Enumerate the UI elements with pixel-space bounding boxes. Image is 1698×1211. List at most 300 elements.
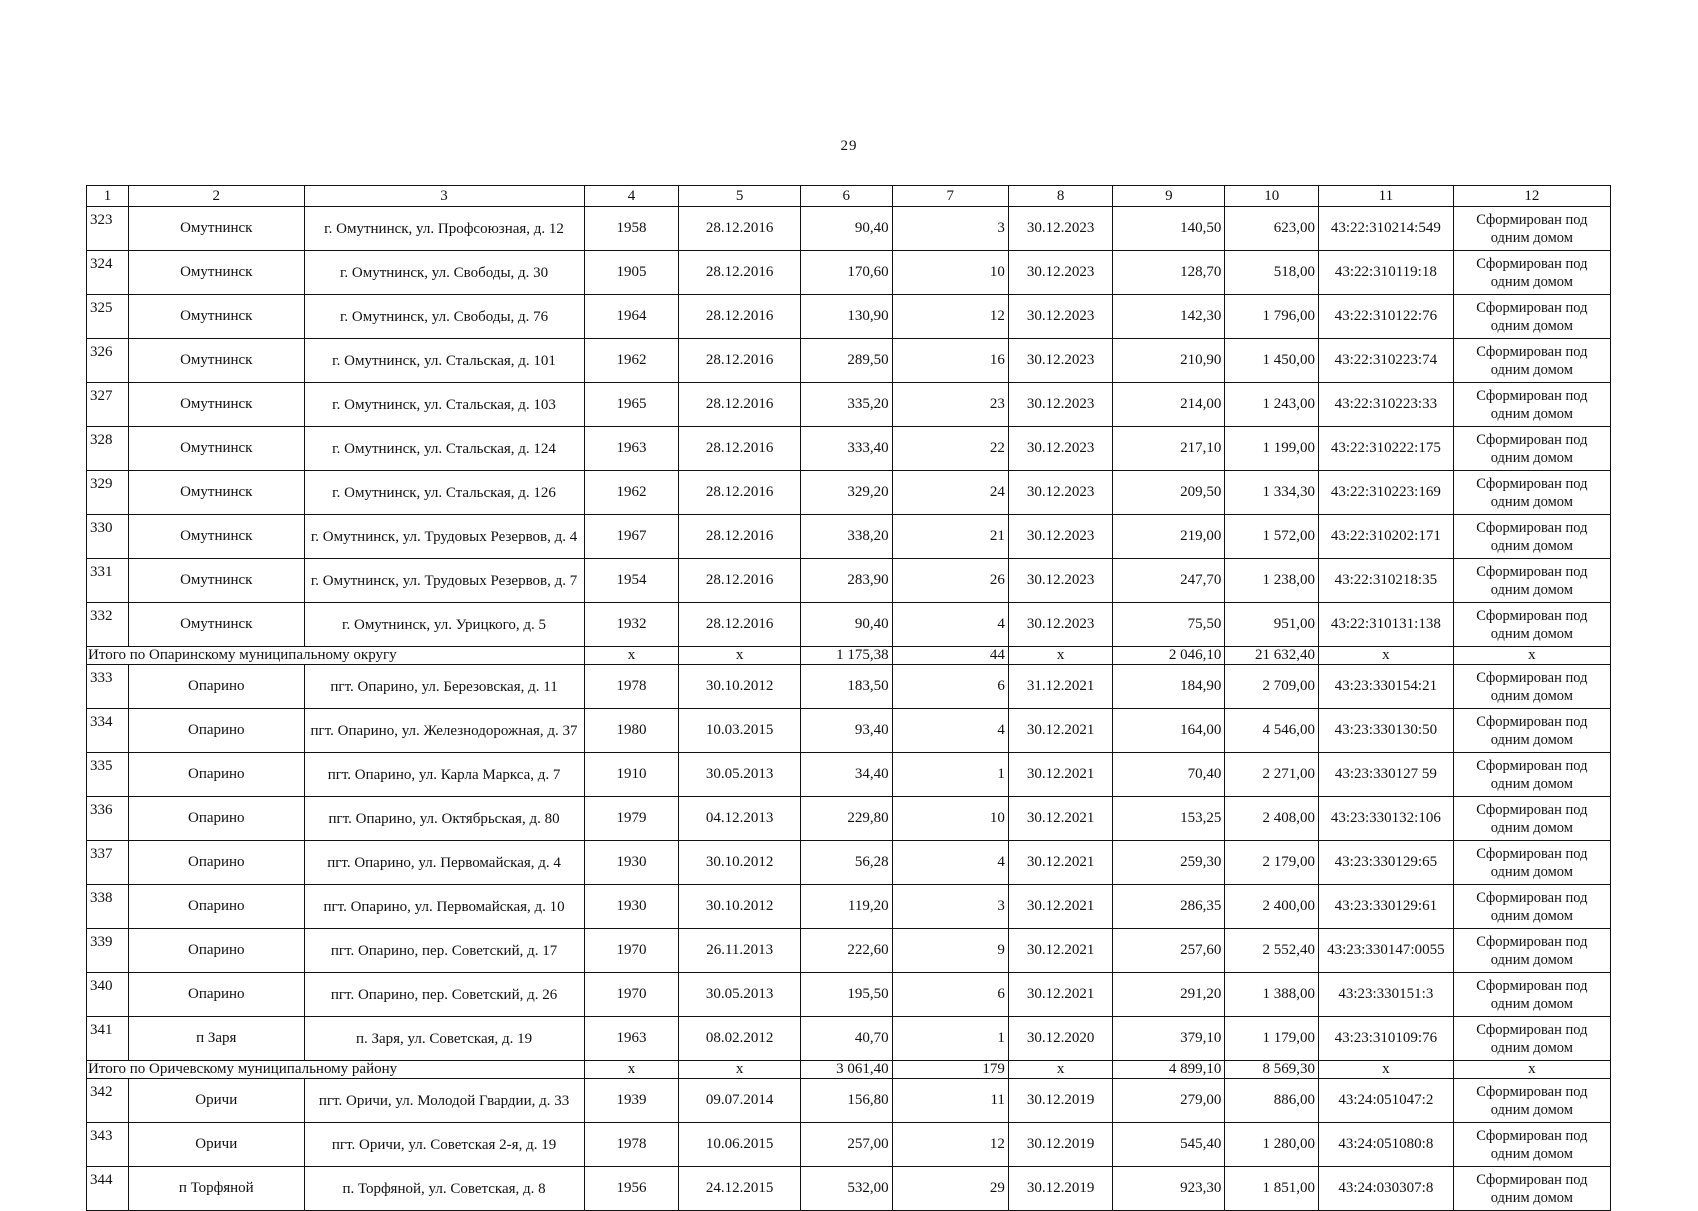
table-cell: 93,40 xyxy=(801,709,893,753)
table-cell: Оричи xyxy=(129,1079,305,1123)
table-cell: Омутнинск xyxy=(129,383,305,427)
table-cell: 43:22:310218:35 xyxy=(1319,559,1454,603)
table-cell: г. Омутнинск, ул. Стальская, д. 101 xyxy=(304,339,584,383)
table-cell: Омутнинск xyxy=(129,559,305,603)
table-cell: 339 xyxy=(87,929,129,973)
table-row xyxy=(87,207,1611,251)
table-cell: Опарино xyxy=(129,973,305,1017)
table-cell: 229,80 xyxy=(801,797,893,841)
table-cell: 951,00 xyxy=(1225,603,1319,647)
subtotal-label: Итого по Оричевскому муниципальному району xyxy=(87,1061,585,1079)
table-cell: г. Омутнинск, ул. Стальская, д. 103 xyxy=(304,383,584,427)
table-cell: 43:22:310119:18 xyxy=(1319,251,1454,295)
table-cell: 279,00 xyxy=(1113,1079,1225,1123)
table-cell: 30.12.2020 xyxy=(1008,1017,1112,1061)
table-cell: 342 xyxy=(87,1079,129,1123)
table-cell: 30.05.2013 xyxy=(679,973,801,1017)
table-cell: 379,10 xyxy=(1113,1017,1225,1061)
table-cell: 289,50 xyxy=(801,339,893,383)
table-cell: 9 xyxy=(892,929,1008,973)
table-cell: 28.12.2016 xyxy=(679,559,801,603)
table-cell: 140,50 xyxy=(1113,207,1225,251)
table-cell: Омутнинск xyxy=(129,471,305,515)
table-cell: 12 xyxy=(892,1123,1008,1167)
table-cell: пгт. Оричи, ул. Советская 2-я, д. 19 xyxy=(304,1123,584,1167)
subtotal-cell: x xyxy=(584,647,679,665)
table-cell: 30.12.2019 xyxy=(1008,1123,1112,1167)
table-cell: 518,00 xyxy=(1225,251,1319,295)
table-cell: Сформирован под одним домом xyxy=(1453,427,1610,471)
table-cell: 10 xyxy=(892,251,1008,295)
table-cell: 2 271,00 xyxy=(1225,753,1319,797)
table-cell: 2 179,00 xyxy=(1225,841,1319,885)
subtotal-cell: 2 046,10 xyxy=(1113,647,1225,665)
table-cell: 1978 xyxy=(584,1123,679,1167)
table-cell: 23 xyxy=(892,383,1008,427)
table-cell: 30.12.2023 xyxy=(1008,207,1112,251)
table-cell: 209,50 xyxy=(1113,471,1225,515)
table-cell: 1 572,00 xyxy=(1225,515,1319,559)
table-row xyxy=(87,471,1611,515)
table-cell: пгт. Оричи, ул. Молодой Гвардии, д. 33 xyxy=(304,1079,584,1123)
table-cell: 90,40 xyxy=(801,207,893,251)
subtotal-cell: x xyxy=(1453,1061,1610,1079)
table-cell: 1 xyxy=(892,1017,1008,1061)
table-cell: 1 851,00 xyxy=(1225,1167,1319,1211)
table-cell: пгт. Опарино, ул. Железнодорожная, д. 37 xyxy=(304,709,584,753)
table-cell: 43:22:310131:138 xyxy=(1319,603,1454,647)
table-cell: 257,00 xyxy=(801,1123,893,1167)
table-cell: г. Омутнинск, ул. Свободы, д. 76 xyxy=(304,295,584,339)
table-cell: 1 334,30 xyxy=(1225,471,1319,515)
table-cell: 90,40 xyxy=(801,603,893,647)
table-cell: 4 546,00 xyxy=(1225,709,1319,753)
table-cell: 341 xyxy=(87,1017,129,1061)
column-number-header: 6 xyxy=(801,186,893,207)
table-cell: 1954 xyxy=(584,559,679,603)
table-cell: пгт. Опарино, пер. Советский, д. 17 xyxy=(304,929,584,973)
table-cell: Сформирован под одним домом xyxy=(1453,207,1610,251)
table-cell: 333 xyxy=(87,665,129,709)
table-cell: 10 xyxy=(892,797,1008,841)
table-cell: 30.12.2021 xyxy=(1008,709,1112,753)
table-cell: 30.12.2023 xyxy=(1008,427,1112,471)
table-cell: 6 xyxy=(892,665,1008,709)
table-cell: Сформирован под одним домом xyxy=(1453,753,1610,797)
table-row xyxy=(87,929,1611,973)
table-cell: 623,00 xyxy=(1225,207,1319,251)
table-cell: г. Омутнинск, ул. Стальская, д. 126 xyxy=(304,471,584,515)
table-cell: Сформирован под одним домом xyxy=(1453,1167,1610,1211)
subtotal-row xyxy=(87,647,1611,665)
table-cell: 3 xyxy=(892,885,1008,929)
table-cell: 30.12.2019 xyxy=(1008,1079,1112,1123)
table-row xyxy=(87,427,1611,471)
table-cell: Сформирован под одним домом xyxy=(1453,603,1610,647)
table-row xyxy=(87,251,1611,295)
column-number-header: 9 xyxy=(1113,186,1225,207)
table-cell: Сформирован под одним домом xyxy=(1453,471,1610,515)
table-cell: 30.12.2023 xyxy=(1008,603,1112,647)
subtotal-cell: x xyxy=(584,1061,679,1079)
column-number-header: 3 xyxy=(304,186,584,207)
table-cell: 43:23:330127 59 xyxy=(1319,753,1454,797)
table-cell: 1 280,00 xyxy=(1225,1123,1319,1167)
table-cell: 21 xyxy=(892,515,1008,559)
table-cell: Сформирован под одним домом xyxy=(1453,339,1610,383)
table-cell: 30.12.2023 xyxy=(1008,251,1112,295)
table-cell: 130,90 xyxy=(801,295,893,339)
table-cell: 30.05.2013 xyxy=(679,753,801,797)
table-cell: 222,60 xyxy=(801,929,893,973)
table-cell: 43:23:330132:106 xyxy=(1319,797,1454,841)
subtotal-label: Итого по Опаринскому муниципальному округу xyxy=(87,647,585,665)
table-cell: 335,20 xyxy=(801,383,893,427)
table-cell: 43:22:310223:169 xyxy=(1319,471,1454,515)
table-cell: 30.10.2012 xyxy=(679,841,801,885)
table-cell: 28.12.2016 xyxy=(679,603,801,647)
table-cell: 329 xyxy=(87,471,129,515)
table-cell: Сформирован под одним домом xyxy=(1453,515,1610,559)
table-cell: 30.12.2023 xyxy=(1008,559,1112,603)
table-cell: г. Омутнинск, ул. Урицкого, д. 5 xyxy=(304,603,584,647)
table-row xyxy=(87,1017,1611,1061)
subtotal-cell: x xyxy=(679,1061,801,1079)
column-number-header: 12 xyxy=(1453,186,1610,207)
table-cell: 1939 xyxy=(584,1079,679,1123)
table-cell: пгт. Опарино, ул. Карла Маркса, д. 7 xyxy=(304,753,584,797)
subtotal-cell: x xyxy=(679,647,801,665)
table-cell: 335 xyxy=(87,753,129,797)
table-row xyxy=(87,1123,1611,1167)
table-cell: 28.12.2016 xyxy=(679,295,801,339)
table-row xyxy=(87,709,1611,753)
table-cell: 43:23:330147:0055 xyxy=(1319,929,1454,973)
table-cell: Опарино xyxy=(129,709,305,753)
subtotal-cell: x xyxy=(1008,1061,1112,1079)
table-cell: 1 388,00 xyxy=(1225,973,1319,1017)
table-cell: Опарино xyxy=(129,929,305,973)
table-cell: 1905 xyxy=(584,251,679,295)
table-cell: Омутнинск xyxy=(129,339,305,383)
table-cell: 43:24:051047:2 xyxy=(1319,1079,1454,1123)
table-cell: 1967 xyxy=(584,515,679,559)
table-cell: 334 xyxy=(87,709,129,753)
table-cell: 1 xyxy=(892,753,1008,797)
table-cell: 26.11.2013 xyxy=(679,929,801,973)
table-cell: 195,50 xyxy=(801,973,893,1017)
table-row xyxy=(87,973,1611,1017)
table-cell: 30.12.2021 xyxy=(1008,973,1112,1017)
table-cell: 43:22:310214:549 xyxy=(1319,207,1454,251)
table-cell: 30.12.2021 xyxy=(1008,929,1112,973)
table-cell: 332 xyxy=(87,603,129,647)
table-body xyxy=(87,186,1611,1211)
table-cell: 326 xyxy=(87,339,129,383)
table-row xyxy=(87,515,1611,559)
table-cell: 2 400,00 xyxy=(1225,885,1319,929)
table-cell: п Заря xyxy=(129,1017,305,1061)
table-cell: 247,70 xyxy=(1113,559,1225,603)
table-row xyxy=(87,665,1611,709)
table-cell: пгт. Опарино, ул. Первомайская, д. 4 xyxy=(304,841,584,885)
table-cell: п. Заря, ул. Советская, д. 19 xyxy=(304,1017,584,1061)
table-cell: 1979 xyxy=(584,797,679,841)
table-row xyxy=(87,383,1611,427)
table-cell: 31.12.2021 xyxy=(1008,665,1112,709)
table-cell: 1962 xyxy=(584,339,679,383)
table-cell: 1932 xyxy=(584,603,679,647)
table-cell: г. Омутнинск, ул. Свободы, д. 30 xyxy=(304,251,584,295)
table-cell: 1963 xyxy=(584,427,679,471)
table-cell: Омутнинск xyxy=(129,251,305,295)
table-cell: Оричи xyxy=(129,1123,305,1167)
column-number-header-row xyxy=(87,186,1611,207)
table-cell: 1970 xyxy=(584,929,679,973)
table-cell: 28.12.2016 xyxy=(679,207,801,251)
table-cell: Сформирован под одним домом xyxy=(1453,1017,1610,1061)
table-cell: 22 xyxy=(892,427,1008,471)
table-cell: 286,35 xyxy=(1113,885,1225,929)
table-cell: г. Омутнинск, ул. Профсоюзная, д. 12 xyxy=(304,207,584,251)
subtotal-cell: 8 569,30 xyxy=(1225,1061,1319,1079)
table-cell: 217,10 xyxy=(1113,427,1225,471)
table-cell: 30.10.2012 xyxy=(679,665,801,709)
table-cell: 30.12.2019 xyxy=(1008,1167,1112,1211)
table-row xyxy=(87,1167,1611,1211)
table-cell: 34,40 xyxy=(801,753,893,797)
table-cell: 24.12.2015 xyxy=(679,1167,801,1211)
table-cell: 16 xyxy=(892,339,1008,383)
table-cell: 4 xyxy=(892,841,1008,885)
table-cell: 1978 xyxy=(584,665,679,709)
subtotal-row xyxy=(87,1061,1611,1079)
table-cell: 28.12.2016 xyxy=(679,339,801,383)
table-cell: пгт. Опарино, пер. Советский, д. 26 xyxy=(304,973,584,1017)
column-number-header: 4 xyxy=(584,186,679,207)
table-cell: Сформирован под одним домом xyxy=(1453,885,1610,929)
table-cell: 119,20 xyxy=(801,885,893,929)
table-cell: 184,90 xyxy=(1113,665,1225,709)
table-cell: 331 xyxy=(87,559,129,603)
table-cell: 1970 xyxy=(584,973,679,1017)
table-cell: 545,40 xyxy=(1113,1123,1225,1167)
column-number-header: 10 xyxy=(1225,186,1319,207)
table-cell: Сформирован под одним домом xyxy=(1453,797,1610,841)
table-cell: Опарино xyxy=(129,797,305,841)
table-cell: 1930 xyxy=(584,841,679,885)
table-cell: Сформирован под одним домом xyxy=(1453,929,1610,973)
table-cell: 30.10.2012 xyxy=(679,885,801,929)
table-cell: 6 xyxy=(892,973,1008,1017)
table-cell: 43:23:330130:50 xyxy=(1319,709,1454,753)
table-cell: 1930 xyxy=(584,885,679,929)
table-cell: Опарино xyxy=(129,753,305,797)
housing-registry-table xyxy=(86,185,1611,1211)
table-cell: 1980 xyxy=(584,709,679,753)
table-cell: 30.12.2023 xyxy=(1008,471,1112,515)
table-row xyxy=(87,797,1611,841)
table-cell: 1 243,00 xyxy=(1225,383,1319,427)
table-cell: 30.12.2023 xyxy=(1008,339,1112,383)
table-cell: Сформирован под одним домом xyxy=(1453,251,1610,295)
table-cell: Сформирован под одним домом xyxy=(1453,1079,1610,1123)
table-cell: 336 xyxy=(87,797,129,841)
table-cell: 329,20 xyxy=(801,471,893,515)
table-cell: 330 xyxy=(87,515,129,559)
table-cell: 28.12.2016 xyxy=(679,471,801,515)
subtotal-cell: x xyxy=(1319,1061,1454,1079)
table-cell: 327 xyxy=(87,383,129,427)
table-cell: 886,00 xyxy=(1225,1079,1319,1123)
table-cell: 324 xyxy=(87,251,129,295)
table-cell: 142,30 xyxy=(1113,295,1225,339)
table-cell: 43:22:310202:171 xyxy=(1319,515,1454,559)
table-cell: 43:22:310222:175 xyxy=(1319,427,1454,471)
table-cell: 4 xyxy=(892,709,1008,753)
table-cell: 1 796,00 xyxy=(1225,295,1319,339)
table-cell: 43:23:310109:76 xyxy=(1319,1017,1454,1061)
table-cell: 12 xyxy=(892,295,1008,339)
table-cell: 26 xyxy=(892,559,1008,603)
table-cell: 340 xyxy=(87,973,129,1017)
table-cell: 30.12.2021 xyxy=(1008,841,1112,885)
table-cell: г. Омутнинск, ул. Стальская, д. 124 xyxy=(304,427,584,471)
table-row xyxy=(87,603,1611,647)
table-row xyxy=(87,885,1611,929)
table-cell: 70,40 xyxy=(1113,753,1225,797)
table-cell: 40,70 xyxy=(801,1017,893,1061)
table-cell: 325 xyxy=(87,295,129,339)
table-cell: 43:22:310223:74 xyxy=(1319,339,1454,383)
table-cell: 923,30 xyxy=(1113,1167,1225,1211)
table-cell: 43:22:310223:33 xyxy=(1319,383,1454,427)
column-number-header: 1 xyxy=(87,186,129,207)
table-cell: пгт. Опарино, ул. Первомайская, д. 10 xyxy=(304,885,584,929)
table-cell: 43:24:030307:8 xyxy=(1319,1167,1454,1211)
table-cell: 2 408,00 xyxy=(1225,797,1319,841)
table-cell: 532,00 xyxy=(801,1167,893,1211)
table-cell: 333,40 xyxy=(801,427,893,471)
table-cell: 28.12.2016 xyxy=(679,383,801,427)
table-row xyxy=(87,841,1611,885)
table-cell: Сформирован под одним домом xyxy=(1453,1123,1610,1167)
table-cell: 43:23:330151:3 xyxy=(1319,973,1454,1017)
table-cell: Сформирован под одним домом xyxy=(1453,383,1610,427)
column-number-header: 7 xyxy=(892,186,1008,207)
table-cell: Омутнинск xyxy=(129,295,305,339)
table-cell: 1 199,00 xyxy=(1225,427,1319,471)
column-number-header: 11 xyxy=(1319,186,1454,207)
table-cell: 1910 xyxy=(584,753,679,797)
table-cell: 1965 xyxy=(584,383,679,427)
table-cell: 3 xyxy=(892,207,1008,251)
table-cell: пгт. Опарино, ул. Березовская, д. 11 xyxy=(304,665,584,709)
table-row xyxy=(87,295,1611,339)
table-cell: п Торфяной xyxy=(129,1167,305,1211)
subtotal-cell: 4 899,10 xyxy=(1113,1061,1225,1079)
table-cell: 1 179,00 xyxy=(1225,1017,1319,1061)
table-cell: 283,90 xyxy=(801,559,893,603)
table-cell: 04.12.2013 xyxy=(679,797,801,841)
table-cell: 128,70 xyxy=(1113,251,1225,295)
table-cell: 30.12.2021 xyxy=(1008,797,1112,841)
subtotal-cell: 21 632,40 xyxy=(1225,647,1319,665)
table-cell: Омутнинск xyxy=(129,603,305,647)
table-cell: 30.12.2023 xyxy=(1008,383,1112,427)
table-cell: 338,20 xyxy=(801,515,893,559)
table-row xyxy=(87,1079,1611,1123)
table-cell: 343 xyxy=(87,1123,129,1167)
table-cell: Опарино xyxy=(129,665,305,709)
table-cell: 328 xyxy=(87,427,129,471)
table-cell: 28.12.2016 xyxy=(679,515,801,559)
table-cell: 43:22:310122:76 xyxy=(1319,295,1454,339)
table-cell: 337 xyxy=(87,841,129,885)
table-cell: Сформирован под одним домом xyxy=(1453,709,1610,753)
table-cell: 29 xyxy=(892,1167,1008,1211)
table-cell: 1 238,00 xyxy=(1225,559,1319,603)
table-cell: 1962 xyxy=(584,471,679,515)
column-number-header: 2 xyxy=(129,186,305,207)
table-cell: 30.12.2021 xyxy=(1008,753,1112,797)
table-cell: 1963 xyxy=(584,1017,679,1061)
table-cell: Опарино xyxy=(129,841,305,885)
table-cell: г. Омутнинск, ул. Трудовых Резервов, д. 7 xyxy=(304,559,584,603)
table-cell: 1964 xyxy=(584,295,679,339)
table-cell: Омутнинск xyxy=(129,515,305,559)
table-cell: 2 709,00 xyxy=(1225,665,1319,709)
subtotal-cell: 1 175,38 xyxy=(801,647,893,665)
table-cell: 10.06.2015 xyxy=(679,1123,801,1167)
table-row xyxy=(87,559,1611,603)
table-cell: 156,80 xyxy=(801,1079,893,1123)
subtotal-cell: 3 061,40 xyxy=(801,1061,893,1079)
table-cell: 4 xyxy=(892,603,1008,647)
page-number: 29 xyxy=(840,138,858,154)
table-cell: 09.07.2014 xyxy=(679,1079,801,1123)
table-cell: 344 xyxy=(87,1167,129,1211)
table-cell: 43:24:051080:8 xyxy=(1319,1123,1454,1167)
table-row xyxy=(87,339,1611,383)
table-cell: 11 xyxy=(892,1079,1008,1123)
table-cell: 43:23:330129:61 xyxy=(1319,885,1454,929)
table-cell: г. Омутнинск, ул. Трудовых Резервов, д. 4 xyxy=(304,515,584,559)
table-cell: 291,20 xyxy=(1113,973,1225,1017)
table-cell: 75,50 xyxy=(1113,603,1225,647)
table-cell: 338 xyxy=(87,885,129,929)
table-cell: 153,25 xyxy=(1113,797,1225,841)
table-cell: 28.12.2016 xyxy=(679,427,801,471)
table-cell: 28.12.2016 xyxy=(679,251,801,295)
table-cell: 210,90 xyxy=(1113,339,1225,383)
table-cell: 164,00 xyxy=(1113,709,1225,753)
subtotal-cell: 44 xyxy=(892,647,1008,665)
table-cell: 170,60 xyxy=(801,251,893,295)
table-cell: Омутнинск xyxy=(129,427,305,471)
table-row xyxy=(87,753,1611,797)
table-cell: 43:23:330129:65 xyxy=(1319,841,1454,885)
table-cell: 323 xyxy=(87,207,129,251)
table-cell: 1 450,00 xyxy=(1225,339,1319,383)
table-cell: п. Торфяной, ул. Советская, д. 8 xyxy=(304,1167,584,1211)
table-cell: 30.12.2023 xyxy=(1008,515,1112,559)
table-cell: 43:23:330154:21 xyxy=(1319,665,1454,709)
table-cell: Сформирован под одним домом xyxy=(1453,665,1610,709)
table-cell: 24 xyxy=(892,471,1008,515)
table-cell: Омутнинск xyxy=(129,207,305,251)
table-cell: Сформирован под одним домом xyxy=(1453,973,1610,1017)
